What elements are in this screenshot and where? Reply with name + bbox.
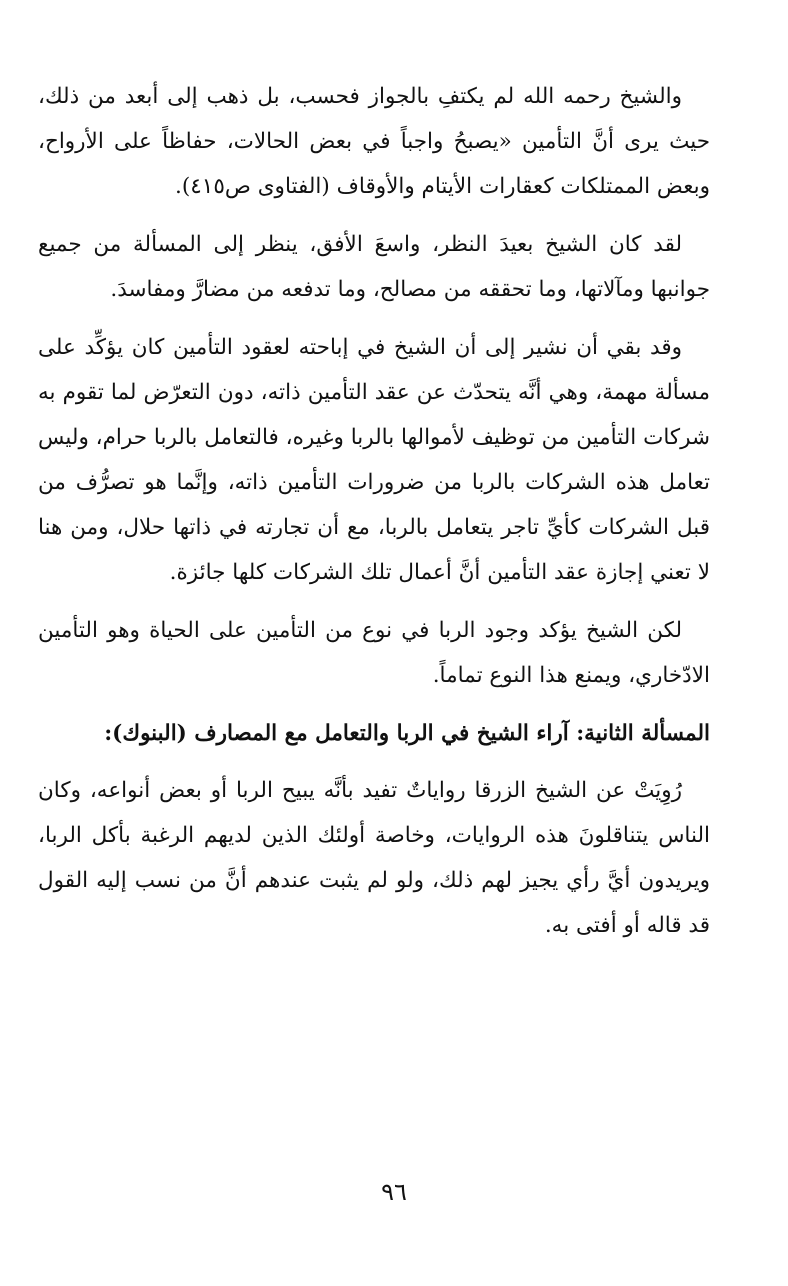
paragraph-4: لكن الشيخ يؤكد وجود الربا في نوع من التأمين على الحياة وهو التأمين الادّخاري، ويمنع هذا النوع تماماً.: [38, 618, 710, 688]
page-body: [38, 74, 710, 961]
paragraph-2: لقد كان الشيخ بعيدَ النظر، واسعَ الأفق، ينظر إلى المسألة من جميع جوانبها ومآلاتها، وما تحققه من مصالح، وما تدفعه من مضارَّ ومفاسدَ.: [38, 232, 710, 302]
page-number: ٩٦: [381, 1178, 407, 1206]
section-heading: المسألة الثانية: آراء الشيخ في الربا والتعامل مع المصارف (البنوك):: [104, 721, 710, 746]
paragraph-5: رُوِيَتْ عن الشيخ الزرقا رواياتٌ تفيد بأنَّه يبيح الربا أو بعض أنواعه، وكان الناس يتناقلونَ هذه الروايات، وخاصة أولئك الذين لديهم الرغبة بأكل الربا، ويريدون أيَّ رأي يجيز لهم ذلك، ولو لم يثبت عندهم أنَّ من نسب إليه القول قد قاله أو أفتى به.: [38, 778, 710, 938]
paragraph-1: والشيخ رحمه الله لم يكتفِ بالجواز فحسب، بل ذهب إلى أبعد من ذلك، حيث يرى أنَّ التأمين «يصبحُ واجباً في بعض الحالات، حفاظاً على الأرواح، وبعض الممتلكات كعقارات الأيتام والأوقاف (الفتاوى ص٤١٥).: [38, 84, 710, 199]
paragraph-3: وقد بقي أن نشير إلى أن الشيخ في إباحته لعقود التأمين كان يؤكِّد على مسألة مهمة، وهي أنَّه يتحدّث عن عقد التأمين ذاته، دون التعرّض لما تقوم به شركات التأمين من توظيف لأموالها بالربا وغيره، فالتعامل بالربا حرام، وليس تعامل هذه الشركات بالربا من ضرورات التأمين ذاته، وإنَّما هو تصرُّف من قبل الشركات كأيِّ تاجر يتعامل بالربا، مع أن تجارته في ذاتها حلال، ومن هنا لا تعني إجازة عقد التأمين أنَّ أعمال تلك الشركات كلها جائزة.: [38, 335, 710, 585]
